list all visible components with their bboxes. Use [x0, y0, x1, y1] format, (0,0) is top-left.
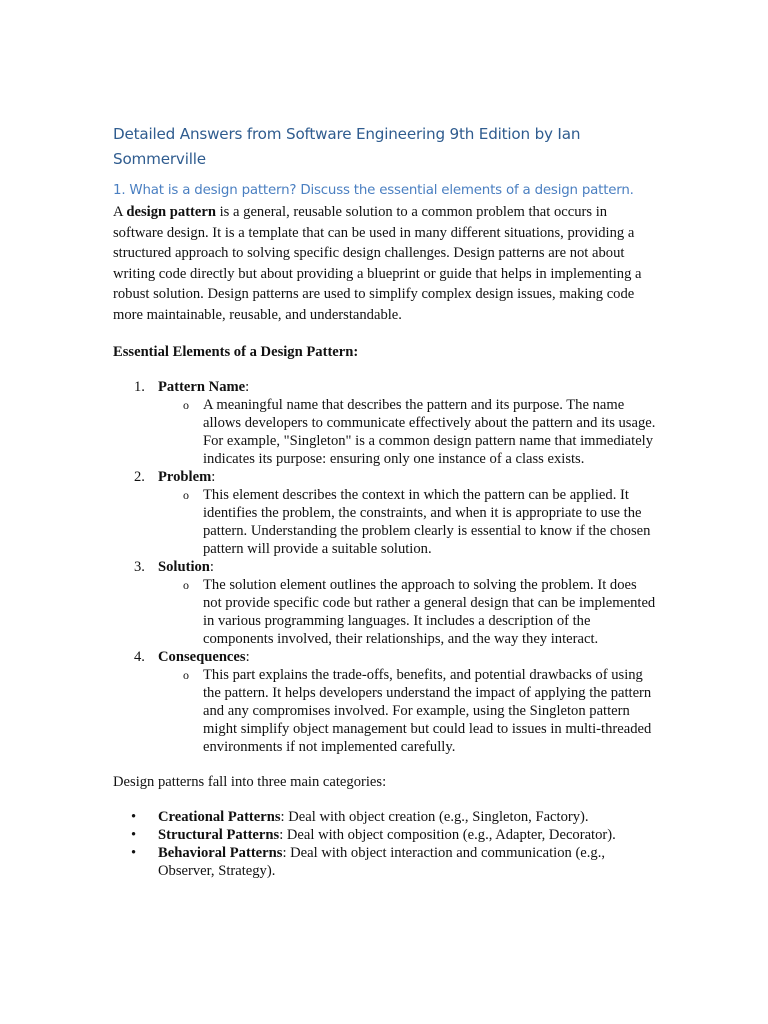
sub-list	[158, 666, 658, 756]
element-name: Consequences	[158, 649, 246, 666]
category-name: Structural Patterns	[158, 827, 280, 844]
list-item	[113, 844, 658, 880]
intro-body: is a general, reusable solution to a common problem that occurs in software design. It is a template that can be used in many different situations, providing a structured approach to solving specific design challenges. Design patterns are not about writing code directly but about providing a blueprint or guide that helps in implementing a robust solution. Design patterns are used to simplify complex design issues, making code more maintainable, reusable, and understandable.	[113, 204, 642, 323]
list-number: 4.	[134, 649, 145, 666]
sub-list-item	[158, 486, 658, 558]
category-description: : Deal with object interaction and communication (e.g., Observer, Strategy).	[158, 845, 606, 880]
element-name: Pattern Name	[158, 379, 246, 396]
document-title: Detailed Answers from Software Engineering 9th Edition by Ian Sommerville	[113, 125, 581, 168]
sub-list-item	[158, 396, 658, 468]
category-name: Behavioral Patterns	[158, 845, 283, 862]
document-body	[113, 122, 658, 880]
element-name: Solution	[158, 559, 210, 576]
circle-bullet-icon: o	[183, 578, 189, 593]
category-description: : Deal with object creation (e.g., Singleton, Factory).	[280, 809, 589, 826]
sub-list	[158, 396, 658, 468]
circle-bullet-icon: o	[183, 488, 189, 503]
elements-list	[113, 378, 658, 756]
list-item: 1. Pattern Name: o A meaningful name that describes the pattern and its purpose. The name allows developers to communicate effectively about the pattern and its usage. For example, "Singleton" is a common design pattern name that immediately indicates its purpose: ensuring only one instance of a class exists.	[113, 378, 658, 468]
sub-list	[158, 486, 658, 558]
bullet-icon: •	[131, 827, 137, 844]
category-name: Creational Patterns	[158, 809, 281, 826]
element-description: This part explains the trade-offs, benefits, and potential drawbacks of using the pattern. It helps developers understand the impact of applying the pattern and any compromises involved. For example, using the Singleton pattern might simplify object management but could lead to issues in multi-threaded environments if not implemented carefully.	[203, 667, 652, 756]
list-number: 3.	[134, 559, 145, 576]
element-description: The solution element outlines the approach to solving the problem. It does not provide specific code but rather a general design that can be implemented in various programming languages. It includes a description of the components involved, their relationships, and the way they interact.	[203, 577, 656, 648]
intro-term: design pattern	[126, 204, 216, 220]
intro-prefix: A	[113, 204, 127, 220]
categories-intro: Design patterns fall into three main categories:	[113, 774, 387, 791]
list-item	[113, 826, 658, 844]
bullet-icon: •	[131, 845, 137, 862]
bullet-icon: •	[131, 809, 137, 826]
intro-paragraph	[113, 202, 658, 326]
circle-bullet-icon: o	[183, 398, 189, 413]
categories-list	[113, 808, 658, 880]
list-item	[113, 808, 658, 826]
elements-heading: Essential Elements of a Design Pattern:	[113, 343, 359, 360]
list-number: 1.	[134, 379, 145, 396]
list-item: 4. Consequences: o This part explains the trade-offs, benefits, and potential drawbacks of using the pattern. It helps developers understand the impact of applying the pattern and any compromises involved. For example, using the Singleton pattern might simplify object management but could lead to issues in multi-threaded environments if not implemented carefully.	[113, 648, 658, 756]
list-item: 3. Solution: o The solution element outlines the approach to solving the problem. It does not provide specific code but rather a general design that can be implemented in various programming languages. It includes a description of the components involved, their relationships, and the way they interact.	[113, 558, 658, 648]
element-description: A meaningful name that describes the pattern and its purpose. The name allows developers to communicate effectively about the pattern and its usage. For example, "Singleton" is a common design pattern name that immediately indicates its purpose: ensuring only one instance of a class exists.	[203, 397, 656, 468]
element-name: Problem	[158, 469, 212, 486]
list-item: 2. Problem: o This element describes the context in which the pattern can be applied. It identifies the problem, the constraints, and when it is appropriate to use the pattern. Understanding the problem clearly is essential to know if the chosen pattern will provide a suitable solution.	[113, 468, 658, 558]
list-number: 2.	[134, 469, 145, 486]
sub-list-item	[158, 666, 658, 756]
question-heading: 1. What is a design pattern? Discuss the essential elements of a design pattern.	[113, 183, 634, 198]
sub-list	[158, 576, 658, 648]
sub-list-item	[158, 576, 658, 648]
category-description: : Deal with object composition (e.g., Adapter, Decorator).	[279, 827, 616, 844]
element-description: This element describes the context in which the pattern can be applied. It identifies the problem, the constraints, and when it is appropriate to use the pattern. Understanding the problem clearly is essential to know if the chosen pattern will provide a suitable solution.	[203, 487, 651, 558]
circle-bullet-icon: o	[183, 668, 189, 683]
